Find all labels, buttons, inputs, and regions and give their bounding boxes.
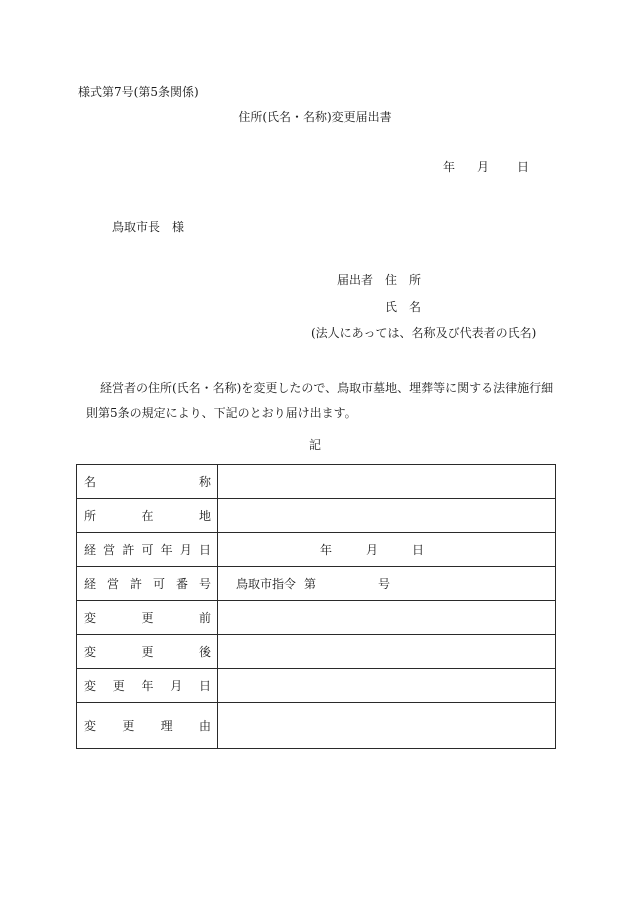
permit-number-dai: 第 [304,577,317,591]
row-value-location[interactable] [218,499,556,533]
row-label-change-reason: 変更理由 [77,703,218,749]
submission-date-line [443,160,529,174]
row-label-change-date: 変更年月日 [77,669,218,703]
table-row [77,669,556,703]
row-value-change-date[interactable] [218,669,556,703]
addressee-honorific: 様 [172,220,185,234]
table-row [77,635,556,669]
row-label-permit-date: 経営許可年月日 [77,533,218,567]
permit-date-month-label: 月 [366,543,379,557]
permit-number-prefix: 鳥取市指令 [236,577,297,591]
row-label-after-change: 変更後 [77,635,218,669]
permit-date-year-label: 年 [320,543,333,557]
table-row [77,533,556,567]
row-label-name: 名称 [77,465,218,499]
table-row [77,499,556,533]
row-value-after-change[interactable] [218,635,556,669]
details-table [76,464,556,749]
row-value-name[interactable] [218,465,556,499]
row-value-change-reason[interactable] [218,703,556,749]
addressee [112,220,184,234]
date-day-label: 日 [517,160,530,174]
form-number: 様式第7号(第5条関係) [78,85,199,99]
row-label-before-change: 変更前 [77,601,218,635]
row-label-location: 所在地 [77,499,218,533]
row-label-permit-number: 経営許可番号 [77,567,218,601]
ki-label: 記 [308,438,321,452]
notifier-label: 届出者 [337,273,374,287]
table-row [77,703,556,749]
date-month-label: 月 [477,160,490,174]
notifier-name-note: (法人にあっては、名称及び代表者の氏名) [311,326,537,340]
notifier-address-label: 住 所 [385,273,422,287]
table-row [77,567,556,601]
table-row [77,465,556,499]
body-text: 経営者の住所(氏名・名称)を変更したので、鳥取市墓地、埋葬等に関する法律施行細則第5条の規定により、下記のとおり届け出ます。 [86,381,554,420]
addressee-name: 鳥取市長 [112,220,161,234]
date-year-label: 年 [443,160,456,174]
document-title: 住所(氏名・名称)変更届出書 [238,110,392,124]
notifier-name-label: 氏 名 [385,300,422,314]
permit-number-go: 号 [378,577,391,591]
table-row [77,601,556,635]
row-value-permit-number[interactable] [218,567,556,601]
permit-date-day-label: 日 [412,543,425,557]
row-value-before-change[interactable] [218,601,556,635]
row-value-permit-date[interactable] [218,533,556,567]
